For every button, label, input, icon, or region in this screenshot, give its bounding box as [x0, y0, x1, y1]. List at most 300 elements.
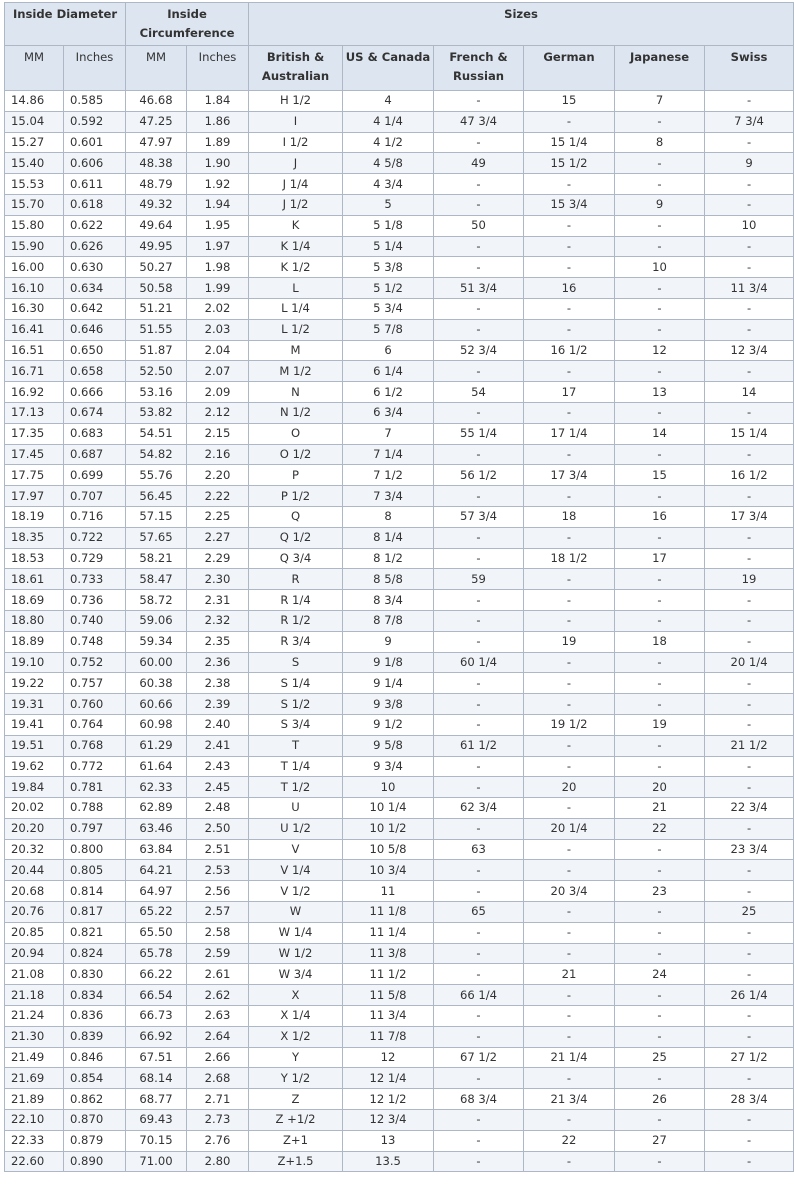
cell-french-russian: - [434, 590, 524, 611]
cell-french-russian: - [434, 257, 524, 278]
cell-japanese: - [615, 486, 705, 507]
cell-circumference-inches: 2.35 [187, 631, 249, 652]
cell-french-russian: - [434, 444, 524, 465]
cell-diameter-inches: 0.626 [64, 236, 126, 257]
cell-circumference-inches: 1.84 [187, 91, 249, 112]
cell-swiss: - [705, 319, 794, 340]
cell-french-russian: - [434, 1151, 524, 1172]
cell-diameter-mm: 19.62 [5, 756, 64, 777]
cell-french-russian: 57 3/4 [434, 506, 524, 527]
cell-british-australian: O [249, 423, 343, 444]
table-row [5, 631, 794, 652]
cell-british-australian: J 1/4 [249, 174, 343, 195]
cell-swiss: - [705, 194, 794, 215]
cell-circumference-inches: 2.61 [187, 964, 249, 985]
cell-british-australian: V 1/4 [249, 860, 343, 881]
cell-circumference-mm: 51.87 [126, 340, 187, 361]
cell-diameter-inches: 0.760 [64, 694, 126, 715]
cell-us-canada: 11 3/8 [343, 943, 434, 964]
cell-circumference-mm: 60.98 [126, 714, 187, 735]
cell-french-russian: - [434, 194, 524, 215]
cell-diameter-mm: 22.33 [5, 1130, 64, 1151]
table-row [5, 964, 794, 985]
cell-british-australian: U [249, 798, 343, 819]
cell-french-russian: - [434, 694, 524, 715]
cell-japanese: 14 [615, 423, 705, 444]
col-swiss: Swiss [705, 46, 794, 91]
cell-circumference-inches: 2.57 [187, 902, 249, 923]
cell-swiss: - [705, 1068, 794, 1089]
cell-german: - [524, 1151, 615, 1172]
cell-german: 16 1/2 [524, 340, 615, 361]
cell-diameter-inches: 0.862 [64, 1089, 126, 1110]
cell-us-canada: 8 3/4 [343, 590, 434, 611]
cell-swiss: 17 3/4 [705, 506, 794, 527]
cell-japanese: 16 [615, 506, 705, 527]
cell-swiss: - [705, 298, 794, 319]
table-row [5, 215, 794, 236]
cell-british-australian: Z+1 [249, 1130, 343, 1151]
cell-circumference-inches: 2.41 [187, 735, 249, 756]
cell-circumference-mm: 62.33 [126, 777, 187, 798]
cell-circumference-mm: 47.25 [126, 111, 187, 132]
cell-british-australian: M [249, 340, 343, 361]
cell-french-russian: - [434, 777, 524, 798]
table-row [5, 257, 794, 278]
table-row [5, 236, 794, 257]
cell-german: 19 [524, 631, 615, 652]
cell-circumference-inches: 2.02 [187, 298, 249, 319]
cell-french-russian: - [434, 943, 524, 964]
table-row [5, 444, 794, 465]
cell-british-australian: Y 1/2 [249, 1068, 343, 1089]
cell-us-canada: 4 5/8 [343, 153, 434, 174]
cell-french-russian: - [434, 527, 524, 548]
cell-swiss: - [705, 777, 794, 798]
cell-us-canada: 12 1/4 [343, 1068, 434, 1089]
cell-swiss: 21 1/2 [705, 735, 794, 756]
cell-diameter-mm: 21.18 [5, 985, 64, 1006]
table-row [5, 548, 794, 569]
cell-german: - [524, 652, 615, 673]
cell-british-australian: P [249, 465, 343, 486]
cell-swiss: 28 3/4 [705, 1089, 794, 1110]
cell-french-russian: - [434, 298, 524, 319]
cell-diameter-inches: 0.650 [64, 340, 126, 361]
cell-swiss: - [705, 1151, 794, 1172]
cell-diameter-inches: 0.646 [64, 319, 126, 340]
cell-diameter-inches: 0.740 [64, 610, 126, 631]
cell-us-canada: 11 3/4 [343, 1006, 434, 1027]
cell-diameter-inches: 0.890 [64, 1151, 126, 1172]
cell-diameter-mm: 15.70 [5, 194, 64, 215]
cell-diameter-mm: 18.69 [5, 590, 64, 611]
cell-diameter-inches: 0.797 [64, 818, 126, 839]
cell-circumference-inches: 2.56 [187, 881, 249, 902]
table-row [5, 361, 794, 382]
table-row [5, 1151, 794, 1172]
cell-diameter-inches: 0.836 [64, 1006, 126, 1027]
cell-swiss: 20 1/4 [705, 652, 794, 673]
cell-us-canada: 4 3/4 [343, 174, 434, 195]
cell-circumference-mm: 62.89 [126, 798, 187, 819]
inside-circumference-header: Inside Circumference [126, 3, 249, 46]
cell-swiss: - [705, 486, 794, 507]
cell-diameter-mm: 18.89 [5, 631, 64, 652]
table-row [5, 818, 794, 839]
cell-french-russian: - [434, 756, 524, 777]
cell-french-russian: 61 1/2 [434, 735, 524, 756]
cell-german: - [524, 402, 615, 423]
cell-diameter-inches: 0.757 [64, 673, 126, 694]
cell-british-australian: X [249, 985, 343, 1006]
cell-diameter-mm: 20.85 [5, 922, 64, 943]
table-row [5, 777, 794, 798]
table-row [5, 590, 794, 611]
table-row [5, 1006, 794, 1027]
cell-swiss: - [705, 881, 794, 902]
cell-swiss: - [705, 922, 794, 943]
cell-diameter-mm: 20.20 [5, 818, 64, 839]
table-row [5, 194, 794, 215]
cell-japanese: - [615, 1006, 705, 1027]
cell-swiss: 7 3/4 [705, 111, 794, 132]
cell-french-russian: - [434, 1006, 524, 1027]
cell-japanese: 27 [615, 1130, 705, 1151]
cell-diameter-mm: 18.53 [5, 548, 64, 569]
table-row [5, 860, 794, 881]
cell-circumference-mm: 67.51 [126, 1047, 187, 1068]
col-diameter-mm: MM [5, 46, 64, 91]
cell-circumference-inches: 2.31 [187, 590, 249, 611]
cell-british-australian: R 1/2 [249, 610, 343, 631]
cell-us-canada: 11 1/2 [343, 964, 434, 985]
cell-swiss: 16 1/2 [705, 465, 794, 486]
col-german: German [524, 46, 615, 91]
cell-circumference-inches: 1.92 [187, 174, 249, 195]
cell-circumference-inches: 2.15 [187, 423, 249, 444]
cell-circumference-inches: 2.03 [187, 319, 249, 340]
cell-british-australian: N 1/2 [249, 402, 343, 423]
cell-us-canada: 7 3/4 [343, 486, 434, 507]
cell-french-russian: - [434, 860, 524, 881]
cell-us-canada: 5 3/4 [343, 298, 434, 319]
cell-diameter-mm: 15.27 [5, 132, 64, 153]
cell-japanese: - [615, 735, 705, 756]
col-diameter-inches: Inches [64, 46, 126, 91]
cell-japanese: - [615, 153, 705, 174]
cell-circumference-mm: 57.15 [126, 506, 187, 527]
cell-diameter-mm: 21.30 [5, 1026, 64, 1047]
cell-circumference-inches: 2.12 [187, 402, 249, 423]
cell-diameter-mm: 21.49 [5, 1047, 64, 1068]
cell-german: - [524, 590, 615, 611]
cell-german: 16 [524, 278, 615, 299]
cell-circumference-mm: 59.34 [126, 631, 187, 652]
cell-french-russian: 47 3/4 [434, 111, 524, 132]
cell-us-canada: 8 1/2 [343, 548, 434, 569]
cell-diameter-mm: 16.92 [5, 382, 64, 403]
sizes-header: Sizes [249, 3, 794, 46]
cell-british-australian: R [249, 569, 343, 590]
cell-diameter-mm: 15.40 [5, 153, 64, 174]
cell-german: - [524, 902, 615, 923]
cell-diameter-mm: 18.61 [5, 569, 64, 590]
cell-japanese: - [615, 236, 705, 257]
cell-circumference-mm: 66.92 [126, 1026, 187, 1047]
cell-japanese: - [615, 215, 705, 236]
cell-us-canada: 8 [343, 506, 434, 527]
cell-japanese: 26 [615, 1089, 705, 1110]
cell-diameter-inches: 0.729 [64, 548, 126, 569]
table-row [5, 153, 794, 174]
cell-diameter-inches: 0.630 [64, 257, 126, 278]
cell-circumference-inches: 2.80 [187, 1151, 249, 1172]
cell-us-canada: 4 1/4 [343, 111, 434, 132]
cell-us-canada: 10 [343, 777, 434, 798]
cell-german: - [524, 361, 615, 382]
cell-german: 21 3/4 [524, 1089, 615, 1110]
cell-diameter-inches: 0.606 [64, 153, 126, 174]
cell-circumference-inches: 2.27 [187, 527, 249, 548]
cell-diameter-inches: 0.674 [64, 402, 126, 423]
table-row [5, 402, 794, 423]
cell-japanese: 19 [615, 714, 705, 735]
cell-swiss: 27 1/2 [705, 1047, 794, 1068]
cell-french-russian: - [434, 714, 524, 735]
cell-us-canada: 11 [343, 881, 434, 902]
cell-circumference-mm: 54.82 [126, 444, 187, 465]
cell-us-canada: 9 1/4 [343, 673, 434, 694]
cell-british-australian: J [249, 153, 343, 174]
table-row [5, 91, 794, 112]
cell-circumference-inches: 1.86 [187, 111, 249, 132]
cell-circumference-inches: 1.89 [187, 132, 249, 153]
cell-german: - [524, 298, 615, 319]
cell-french-russian: - [434, 132, 524, 153]
cell-german: - [524, 1068, 615, 1089]
cell-german: - [524, 569, 615, 590]
cell-german: - [524, 943, 615, 964]
cell-circumference-mm: 58.47 [126, 569, 187, 590]
cell-diameter-inches: 0.592 [64, 111, 126, 132]
cell-diameter-inches: 0.699 [64, 465, 126, 486]
cell-french-russian: 63 [434, 839, 524, 860]
cell-french-russian: 67 1/2 [434, 1047, 524, 1068]
cell-german: - [524, 735, 615, 756]
cell-diameter-inches: 0.642 [64, 298, 126, 319]
cell-swiss: - [705, 818, 794, 839]
cell-swiss: - [705, 1026, 794, 1047]
cell-diameter-inches: 0.622 [64, 215, 126, 236]
cell-japanese: - [615, 1068, 705, 1089]
cell-german: 20 1/4 [524, 818, 615, 839]
cell-swiss: - [705, 964, 794, 985]
cell-circumference-inches: 2.25 [187, 506, 249, 527]
cell-swiss: - [705, 673, 794, 694]
cell-japanese: 23 [615, 881, 705, 902]
cell-circumference-inches: 2.63 [187, 1006, 249, 1027]
cell-us-canada: 6 3/4 [343, 402, 434, 423]
cell-german: - [524, 673, 615, 694]
cell-swiss: - [705, 631, 794, 652]
table-row [5, 319, 794, 340]
table-row [5, 506, 794, 527]
cell-german: - [524, 922, 615, 943]
cell-us-canada: 6 [343, 340, 434, 361]
cell-circumference-inches: 2.50 [187, 818, 249, 839]
cell-french-russian: 62 3/4 [434, 798, 524, 819]
cell-diameter-inches: 0.846 [64, 1047, 126, 1068]
col-circumference-mm: MM [126, 46, 187, 91]
cell-japanese: - [615, 111, 705, 132]
cell-diameter-mm: 17.35 [5, 423, 64, 444]
cell-french-russian: 56 1/2 [434, 465, 524, 486]
cell-diameter-mm: 17.45 [5, 444, 64, 465]
cell-diameter-inches: 0.772 [64, 756, 126, 777]
cell-circumference-mm: 71.00 [126, 1151, 187, 1172]
cell-british-australian: V [249, 839, 343, 860]
cell-swiss: - [705, 1006, 794, 1027]
cell-diameter-inches: 0.834 [64, 985, 126, 1006]
cell-japanese: 18 [615, 631, 705, 652]
cell-japanese: - [615, 590, 705, 611]
cell-circumference-inches: 1.94 [187, 194, 249, 215]
table-row [5, 111, 794, 132]
cell-circumference-mm: 49.64 [126, 215, 187, 236]
cell-circumference-inches: 2.76 [187, 1130, 249, 1151]
cell-diameter-inches: 0.824 [64, 943, 126, 964]
cell-french-russian: - [434, 610, 524, 631]
table-row [5, 1047, 794, 1068]
cell-swiss: - [705, 174, 794, 195]
cell-diameter-inches: 0.854 [64, 1068, 126, 1089]
cell-diameter-mm: 21.69 [5, 1068, 64, 1089]
cell-swiss: - [705, 91, 794, 112]
cell-french-russian: 68 3/4 [434, 1089, 524, 1110]
table-row [5, 1026, 794, 1047]
table-row [5, 694, 794, 715]
cell-german: - [524, 236, 615, 257]
cell-swiss: - [705, 714, 794, 735]
cell-circumference-inches: 2.71 [187, 1089, 249, 1110]
cell-german: - [524, 985, 615, 1006]
cell-circumference-mm: 48.79 [126, 174, 187, 195]
cell-german: - [524, 1006, 615, 1027]
cell-british-australian: S [249, 652, 343, 673]
cell-diameter-mm: 20.32 [5, 839, 64, 860]
cell-british-australian: W [249, 902, 343, 923]
cell-japanese: - [615, 444, 705, 465]
cell-diameter-inches: 0.814 [64, 881, 126, 902]
cell-circumference-mm: 49.32 [126, 194, 187, 215]
cell-german: 20 [524, 777, 615, 798]
cell-british-australian: I [249, 111, 343, 132]
cell-french-russian: - [434, 402, 524, 423]
table-row [5, 714, 794, 735]
table-row [5, 569, 794, 590]
cell-british-australian: P 1/2 [249, 486, 343, 507]
cell-diameter-inches: 0.752 [64, 652, 126, 673]
cell-french-russian: - [434, 319, 524, 340]
cell-us-canada: 12 3/4 [343, 1110, 434, 1131]
cell-japanese: 10 [615, 257, 705, 278]
cell-british-australian: W 3/4 [249, 964, 343, 985]
cell-circumference-mm: 65.22 [126, 902, 187, 923]
cell-british-australian: X 1/4 [249, 1006, 343, 1027]
cell-us-canada: 10 5/8 [343, 839, 434, 860]
cell-circumference-mm: 68.14 [126, 1068, 187, 1089]
cell-circumference-mm: 70.15 [126, 1130, 187, 1151]
cell-british-australian: K 1/2 [249, 257, 343, 278]
cell-french-russian: 49 [434, 153, 524, 174]
cell-diameter-mm: 16.71 [5, 361, 64, 382]
cell-circumference-mm: 66.22 [126, 964, 187, 985]
cell-diameter-inches: 0.768 [64, 735, 126, 756]
cell-german: - [524, 798, 615, 819]
cell-british-australian: U 1/2 [249, 818, 343, 839]
cell-french-russian: - [434, 631, 524, 652]
cell-diameter-inches: 0.781 [64, 777, 126, 798]
cell-circumference-mm: 56.45 [126, 486, 187, 507]
cell-circumference-inches: 2.09 [187, 382, 249, 403]
cell-japanese: - [615, 402, 705, 423]
cell-french-russian: - [434, 236, 524, 257]
cell-us-canada: 5 1/2 [343, 278, 434, 299]
header-group-row [5, 3, 794, 46]
cell-japanese: - [615, 694, 705, 715]
cell-us-canada: 11 7/8 [343, 1026, 434, 1047]
cell-circumference-mm: 65.78 [126, 943, 187, 964]
cell-swiss: - [705, 257, 794, 278]
cell-us-canada: 10 3/4 [343, 860, 434, 881]
cell-british-australian: S 3/4 [249, 714, 343, 735]
cell-french-russian: - [434, 361, 524, 382]
cell-circumference-mm: 64.97 [126, 881, 187, 902]
cell-us-canada: 9 [343, 631, 434, 652]
cell-british-australian: W 1/4 [249, 922, 343, 943]
cell-circumference-mm: 47.97 [126, 132, 187, 153]
cell-diameter-mm: 17.13 [5, 402, 64, 423]
cell-french-russian: - [434, 922, 524, 943]
cell-japanese: 12 [615, 340, 705, 361]
cell-swiss: - [705, 361, 794, 382]
cell-german: 15 [524, 91, 615, 112]
cell-us-canada: 6 1/4 [343, 361, 434, 382]
cell-japanese: 22 [615, 818, 705, 839]
cell-german: - [524, 1110, 615, 1131]
cell-japanese: 20 [615, 777, 705, 798]
cell-german: - [524, 839, 615, 860]
cell-circumference-inches: 2.53 [187, 860, 249, 881]
cell-circumference-mm: 49.95 [126, 236, 187, 257]
cell-japanese: - [615, 610, 705, 631]
cell-diameter-mm: 19.31 [5, 694, 64, 715]
table-row [5, 382, 794, 403]
cell-swiss: - [705, 590, 794, 611]
cell-circumference-inches: 2.30 [187, 569, 249, 590]
cell-circumference-mm: 60.00 [126, 652, 187, 673]
cell-german: 22 [524, 1130, 615, 1151]
cell-us-canada: 5 7/8 [343, 319, 434, 340]
cell-us-canada: 7 1/4 [343, 444, 434, 465]
table-row [5, 902, 794, 923]
cell-diameter-mm: 15.90 [5, 236, 64, 257]
cell-swiss: - [705, 943, 794, 964]
cell-british-australian: Z +1/2 [249, 1110, 343, 1131]
table-row [5, 298, 794, 319]
cell-diameter-mm: 17.75 [5, 465, 64, 486]
